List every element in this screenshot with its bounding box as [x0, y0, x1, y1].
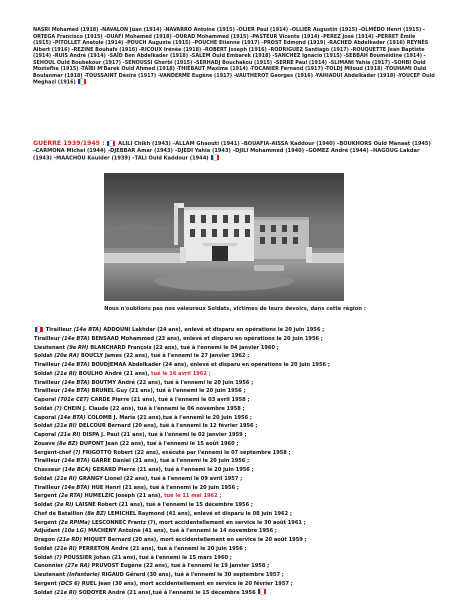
soldier-row [34, 527, 434, 536]
soldier-rank: Tirailleur [34, 388, 62, 395]
soldier-unit: (20e RA) [54, 353, 80, 360]
soldier-unit: (8e BZ) [85, 510, 107, 517]
soldier-rank: Soldat [34, 423, 55, 430]
soldier-unit: (14e BTA) [61, 458, 90, 465]
soldiers-caption: Nous n'oublions pas nos valeureux Soldats, victimes de leurs devoirs, dans cette région : [104, 306, 366, 312]
soldier-row [34, 466, 434, 475]
soldier-row [34, 589, 434, 598]
soldier-details: BLANCHARD François (22 ans), tué à l'ennemi le 04 janvier 1960 ; [88, 344, 279, 351]
soldier-details: BRUNEL Guy (21 ans), tué à l'ennemi le 20 juin 1956 ; [89, 388, 246, 395]
ww1-names-paragraph [33, 27, 435, 86]
soldier-details: BOUCLY James (22 ans), tué à l'ennemi le 27 janvier 1962 ; [79, 353, 250, 360]
soldier-details: HUMELZIC Joseph (21 ans), [82, 493, 165, 500]
soldier-rank: Soldat [34, 545, 55, 552]
soldier-rank: Tirailleur [34, 362, 62, 368]
soldier-rank: Soldat [34, 370, 55, 377]
soldier-row [34, 562, 434, 571]
soldier-details: PRUVOST Eugène (22 ans), tué à l'ennemi le 19 janvier 1958 ; [89, 563, 270, 570]
soldier-details: PERRETON André (21 ans), tué à l'ennemi le 20 juin 1956 ; [77, 545, 247, 552]
soldier-row [34, 501, 434, 510]
soldier-row [34, 335, 434, 344]
soldier-details: BOUTMY André (22 ans), tué à l'ennemi le 20 juin 1956 ; [89, 379, 254, 386]
soldier-rank: Tirailleur [34, 335, 62, 342]
soldier-rank: Soldat [34, 353, 55, 360]
soldier-row [34, 431, 434, 440]
soldier-row [34, 554, 434, 563]
soldier-details: FRIGOTTO Robert (22 ans), exécuté par l'ennemi le 07 septembre 1958 ; [80, 449, 291, 456]
ww2-section [33, 140, 435, 163]
french-flag-icon [258, 589, 266, 594]
soldiers-list [34, 326, 434, 597]
soldier-row [34, 484, 434, 493]
soldier-details: DISPA J. Paul (21 ans), tué à l'ennemi le 02 janvier 1959 ; [80, 432, 247, 438]
soldier-rank: Soldat [34, 405, 55, 412]
soldier-row [34, 536, 434, 545]
soldier-rank: Tirailleur [34, 484, 62, 491]
soldier-rank: Caporal [34, 432, 58, 438]
french-flag-icon [35, 327, 43, 332]
soldier-row [34, 387, 434, 396]
soldier-row [34, 344, 434, 353]
soldier-rank: Tirailleur [45, 327, 74, 333]
soldier-unit: (27e RA) [65, 563, 90, 570]
soldier-unit: (?) [54, 554, 62, 561]
soldier-unit: (14e BTA) [61, 484, 90, 491]
soldier-details: BOULHO André (21 ans), [77, 370, 152, 377]
soldier-rank: Zouave [34, 440, 57, 447]
soldier-unit: (2e RI) [54, 502, 74, 508]
soldier-details: MACHENY Antoine (41 ans), tué à l'ennemi le 14 novembre 1956 ; [86, 528, 277, 535]
soldier-details: RIGAUD Gérard (30 ans), tué à l'ennemi le 30 septembre 1957 ; [99, 572, 284, 578]
soldier-row [34, 352, 434, 361]
soldier-rank: Tirailleur [34, 379, 62, 386]
ww2-title: GUERRE 1939/1945 : [33, 140, 105, 147]
soldier-row [34, 414, 434, 423]
soldier-unit: (14e BTA) [61, 379, 90, 386]
soldier-row [34, 422, 434, 431]
french-flag-icon [107, 141, 115, 146]
soldier-row [34, 396, 434, 405]
soldier-row [34, 370, 434, 379]
soldier-row [34, 519, 434, 528]
soldier-details: SODOYER André (21 ans),tué à l'ennemi le 15 décembre 1956 [77, 589, 256, 596]
soldier-details: GRANGY Lionel (22 ans), tué à l'ennemi le 09 avril 1957 ; [77, 475, 243, 482]
soldier-rank: Dragon [34, 537, 57, 543]
soldier-unit: (21e RI) [54, 545, 78, 552]
soldier-details: POUSSIER Johan (21 ans), tué à l'ennemi le 15 mars 1960 ; [61, 554, 232, 561]
soldier-details: BOUDJEMAA Abdelkader (24 ans), enlevé et disparu en opérations le 20 juin 1956 ; [89, 362, 330, 368]
soldier-rank: Lieutenant [34, 344, 67, 351]
soldier-details: ADDOUNI Lakhdar (24 ans), enlevé et disparu en opérations le 20 juin 1956 ; [101, 327, 325, 333]
soldier-unit: (14e BTA) [61, 362, 90, 368]
soldier-unit: (Infanterie) [66, 572, 100, 578]
soldier-unit: (21e RI) [54, 475, 78, 482]
soldier-unit: (701e CET) [57, 397, 90, 403]
soldier-rank: Soldat [34, 502, 55, 508]
soldier-row [34, 457, 434, 466]
soldier-rank: Caporal [34, 414, 58, 421]
soldier-unit: (21e RI) [54, 589, 78, 596]
soldier-rank: Chasseur [34, 467, 63, 473]
soldier-unit: (9e RH) [66, 344, 89, 351]
soldier-rank: Canonnier [34, 563, 66, 570]
soldier-rank: Caporal [34, 397, 58, 403]
soldier-rank: Adjudant [34, 528, 62, 535]
soldier-rank: Soldat [34, 554, 55, 561]
french-flag-icon [78, 79, 86, 84]
soldier-details: LAISNE Robert (21 ans), tué à l'ennemi le 15 décembre 1956 ; [73, 502, 253, 508]
soldier-unit: (14e BTA) [61, 388, 90, 395]
soldier-row [34, 449, 434, 458]
soldier-row [34, 580, 434, 589]
soldier-unit: (DCS 6) [58, 580, 81, 587]
soldier-details: DUPONT Jean (22 ans), tué à l'ennemi le 15 août 1960 ; [77, 440, 239, 447]
soldier-details: LEMICHEL Raymond (41 ans), enlevé et disparu le 08 juin 1962 ; [106, 510, 292, 517]
soldier-row [34, 361, 434, 370]
soldier-row [34, 326, 434, 335]
barracks-photo [104, 173, 344, 301]
soldier-unit: (21e RD) [56, 537, 82, 543]
soldier-details: GERARD Pierre (21 ans), tué à l'ennemi le 20 juin 1956 ; [90, 467, 254, 473]
soldier-rank: Sergent [34, 580, 59, 587]
soldier-details: RUEL Jean (30 ans), mort accidentellement en service le 20 février 1957 ; [80, 580, 293, 587]
soldier-death-date: tué le 16 avril 1962 ; [151, 370, 211, 377]
soldier-row [34, 510, 434, 519]
soldier-details: DELCOUR Bernard (20 ans), tué à l'ennemi le 12 février 1956 ; [77, 423, 258, 430]
ww1-names-text: NASRI Mohamed (1918) -NAVALON Juan (1914) -NAVARRO Antoine (1915) -OLIER Paul (1914) -OLLIER Augustin (1915) -OLMÉDO Henri (1915) -ORTEGA Francisco (1915) -OUAFI Mohamed (1918) -OURAD Mohammed (1915) -PASTEUR Vicente (1914) -PEREZ José (1914) -PERRET Émile (1915) -PITOLLET Anatole (1914) -POUCH Auguste (1915) -POUCHE Etienne (1917) -PROST Edmond (1919) -RACHED Abdelkader (1916) REYNÈS Albert (1916) -REZINE Bouhafs (1916) -RICOUX Irénée (1918) -ROBERT Joseph (1916) -RODRIGUEZ Santiago (1917) -ROUQUETTE Jean Baptiste (1914) -RUIS André (1914) -SAÏD Ben Abdelkader (1918) -SALEM Ould Embarek (1918) -SANCHEZ Ignacio (1915) -SEBBAH Bouméidine (1914) -SEHOUL Ould Boubekour (1917) -SENOUSSI Gherbi (1915) -SERHADJ Bouchakou (1915) -SERRE Paul (1914) -SLIMANI Yahia (1917) -SOHBI Ould Mostefha (1915) -TAÏBI M'Barek Ould Ahmed (1918) -THIÉBAUT Maxime (1914) -TOCANIER Fernand (1917) -TOLDJ Miloud (1918) -TOUHAMI Ould Boulanmar (1918) -TOUSSAINT Désiré (1917) -VANDERME Eugène (1917) -VAUTHEROT Georges (1916) -YAHIAOUI Abdelkader (1918) -YOUCEF Ould Meghazi (1916) [33, 27, 435, 86]
soldier-details: COLOMB J. Marie (21 ans),tué à l'ennemi le 20 juin 1956 ; [85, 414, 252, 421]
soldier-details: LESCONNEC Frantz (?), mort accidentellement en service le 30 août 1961 ; [90, 519, 306, 526]
soldier-unit: (8e BZ) [56, 440, 78, 447]
soldier-rank: Sergent-chef [34, 449, 74, 456]
ww2-names-text: ALILI Chikh (1943) –ALLAM Ghaouti (1941) –BOUAFIA-AISSA Kaddour (1940) –BOUKHORS Ould Manaat (1945) –CARMONA Michel (1944) –DJEBBAR Amar (1943) –DJEDI Yahia (1943) –DJILI Mohammed (1940) –GOMEZ André (1944) –HAGOUG Lakdar (1943) –MAACHOU Kouider (1939) –TALI Ould Kaddour (1944) [33, 141, 431, 162]
soldier-unit: (2e RTA) [58, 493, 83, 500]
soldier-rank: Tirailleur [34, 458, 62, 465]
soldier-unit: (21e RI) [54, 423, 78, 430]
soldier-unit: (21e RI) [54, 370, 78, 377]
soldier-row [34, 492, 434, 501]
soldier-unit: (14e BCA) [62, 467, 91, 473]
soldier-details: MIQUET Bernard (20 ans), mort accidentellement en service le 20 août 1959 ; [81, 537, 307, 543]
soldier-rank: Sergent [34, 519, 59, 526]
soldier-row [34, 571, 434, 580]
french-flag-icon [211, 155, 219, 160]
soldier-unit: (?) [73, 449, 81, 456]
soldier-unit: (?) [54, 405, 62, 412]
soldier-unit: (10e LG) [61, 528, 87, 535]
soldier-unit: (14e BTA) [61, 335, 90, 342]
soldier-unit: (14e BTA) [73, 327, 102, 333]
soldier-death-date: tué le 11 mai 1962 ; [164, 493, 222, 500]
soldier-details: GARRE Daniel (21 ans), tué à l'ennemi le 20 juin 1956 ; [89, 458, 250, 465]
soldier-row [34, 475, 434, 484]
soldier-details: CHEIN J. Claude (22 ans), tué à l'ennemi le 06 novembre 1958 ; [61, 405, 245, 412]
soldier-unit: (21e RI) [57, 432, 81, 438]
soldier-row [34, 440, 434, 449]
soldier-rank: Chef de Bataillon [34, 510, 86, 517]
soldier-rank: Lieutenant [34, 572, 67, 578]
soldier-details: BENSAAD Mohammed (23 ans), enlevé et disparu en opérations le 20 juin 1956 ; [89, 335, 323, 342]
soldier-row [34, 379, 434, 388]
soldier-row [34, 545, 434, 554]
soldier-row [34, 405, 434, 414]
soldier-details: CARDE Pierre (21 ans), tué à l'ennemi le 03 avril 1958 ; [89, 397, 250, 403]
soldier-unit: (2e RPIMa) [58, 519, 91, 526]
soldier-rank: Soldat [34, 475, 55, 482]
soldier-details: HUE Henri (21 ans), tué à l'ennemi le 20 juin 1956 ; [89, 484, 239, 491]
soldier-rank: Sergent [34, 493, 59, 500]
soldier-unit: (14e BTA) [57, 414, 86, 421]
soldier-rank: Soldat [34, 589, 55, 596]
